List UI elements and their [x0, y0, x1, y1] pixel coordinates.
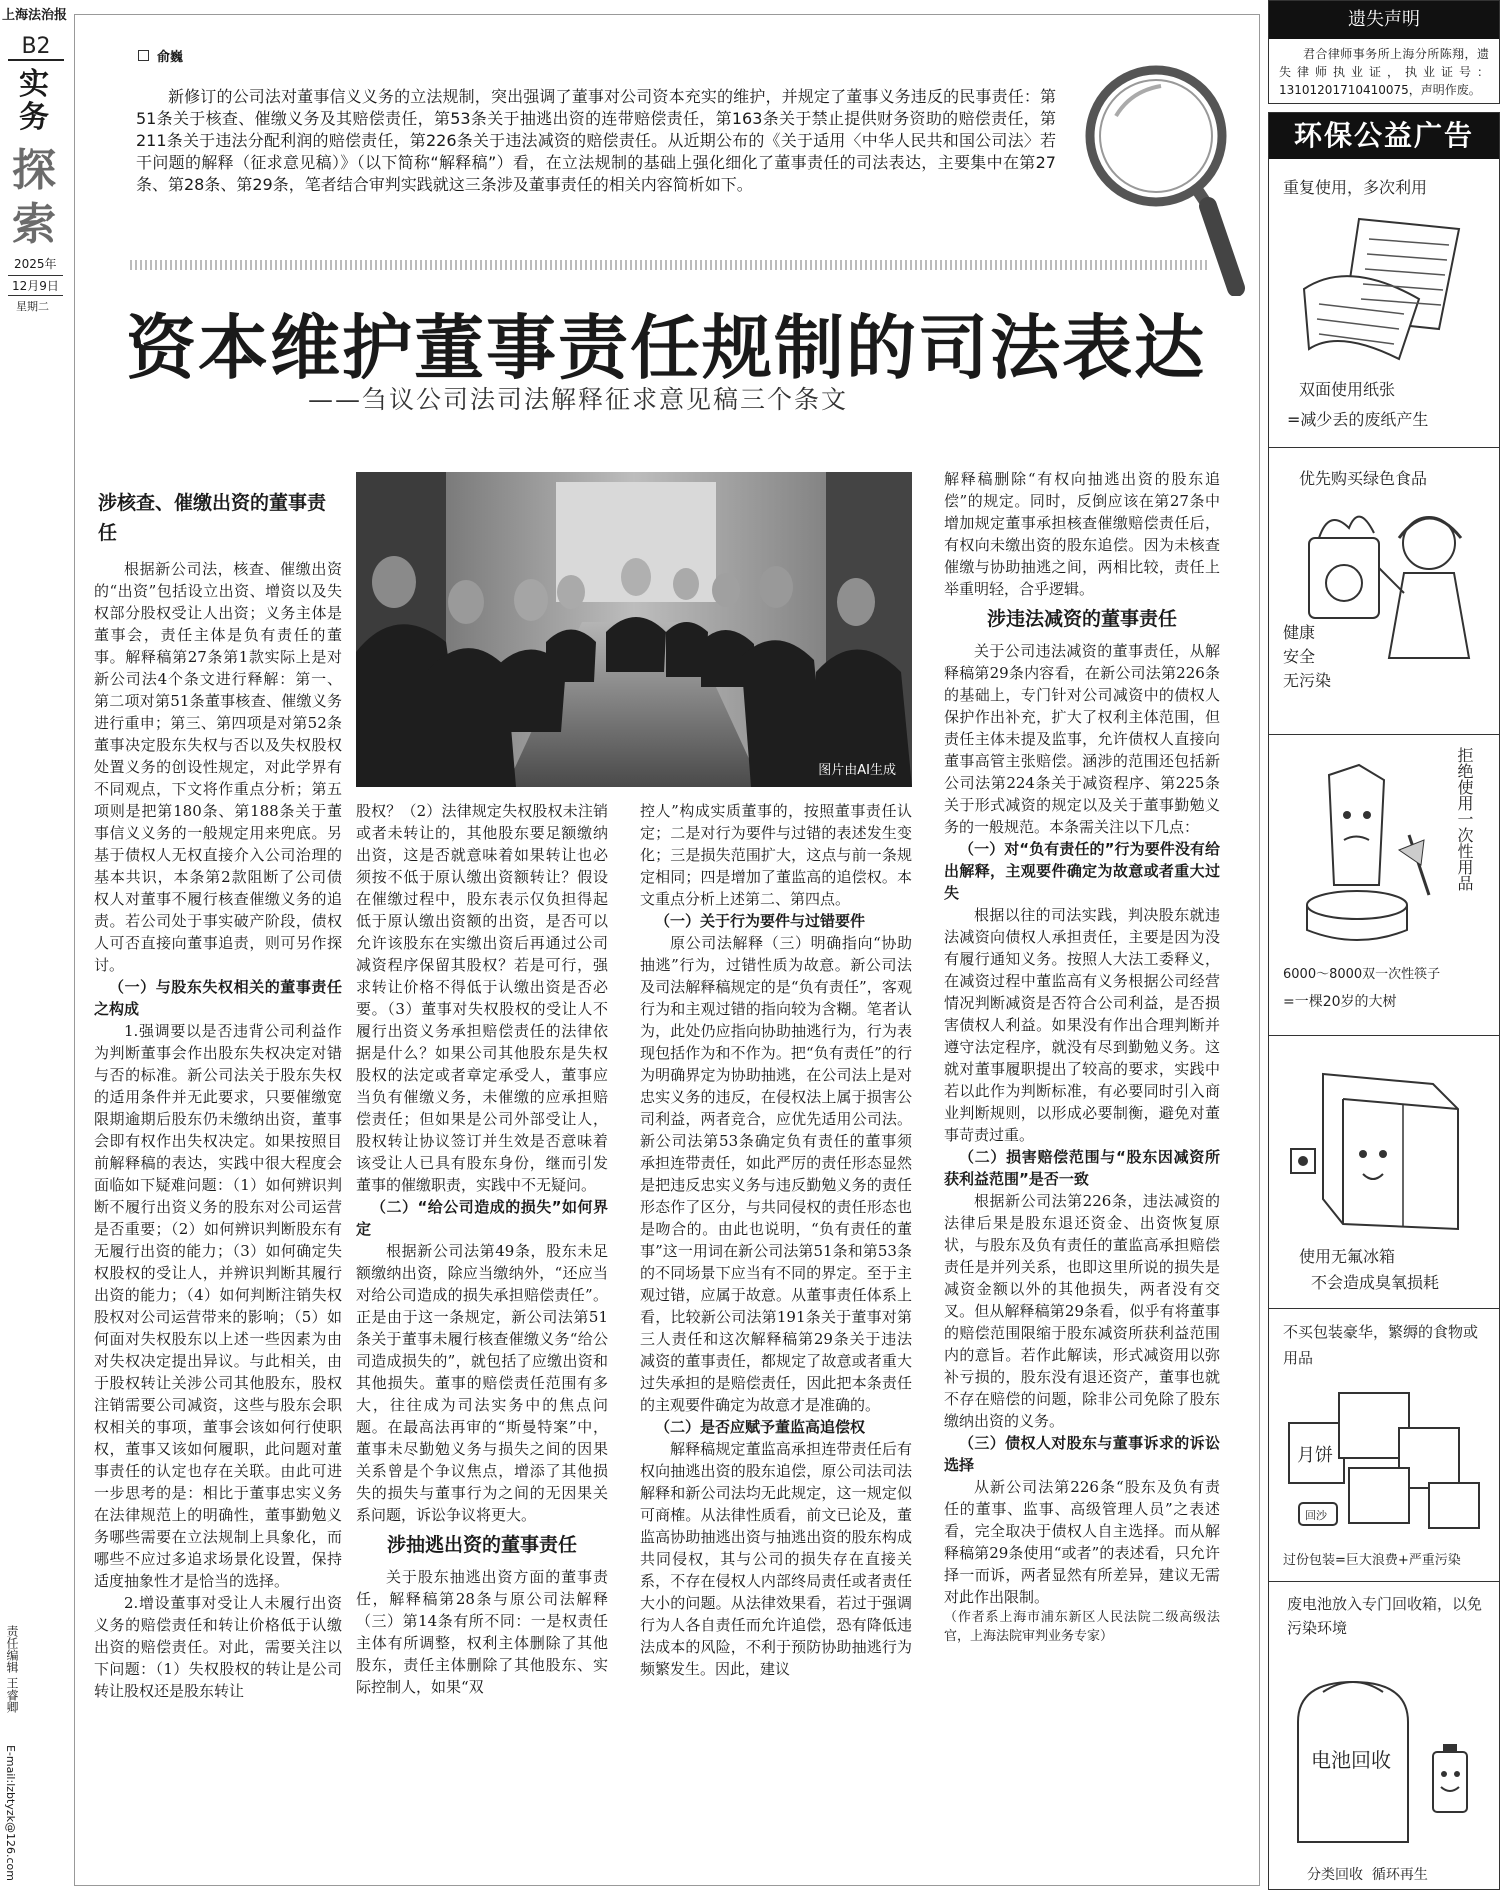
headline: 资本维护董事责任规制的司法表达 [126, 306, 1206, 389]
ad-text: 废电池放入专门回收箱，以免污染环境 [1287, 1595, 1483, 1637]
sub-heading: （一）与股东失权相关的董事责任之构成 [94, 978, 342, 1018]
masthead-paper-name: 上海法治报 [2, 8, 68, 23]
date-weekday: 星期二 [16, 300, 49, 313]
ad-text: 过份包装=巨大浪费+严重污染 [1283, 1553, 1461, 1568]
ad-text: 6000～8000双一次性筷子 [1283, 967, 1441, 982]
box-label: 回沙 [1305, 1509, 1327, 1522]
paragraph: 关于股东抽逃出资方面的董事责任，解释稿第28条与原公司法解释（三）第14条有所不同：一是权责任主体有所调整，权利主体删除了其他股东，责任主体删除了其他股东、实际控制人，如果“双 [356, 1568, 608, 1696]
bin-label: 电池回收 [1311, 1748, 1391, 1772]
column-2 [356, 800, 608, 1698]
tree-stump-icon [1289, 755, 1439, 955]
paragraph: 2.增设董事对受让人未履行出资义务的赔偿责任和转让价格低于认缴出资的赔偿责任。对此，需要关注以下问题：（1）失权股权的转让是公司转让股权还是股东转让 [94, 1594, 342, 1700]
shopper-girl-icon [1289, 498, 1489, 668]
ad-text: 双面使用纸张 [1299, 380, 1396, 399]
paragraph: 根据新公司法第49条，股东未足额缴纳出资，除应当缴纳外，“还应当对给公司造成的损失承担赔偿责任”。正是由于这一条规定，新公司法第51条关于董事未履行核查催缴义务“给公司造成损失的”，就包括了应缴出资和其他损失。董事的赔偿责任范围有多大，往往成为司法实务中的焦点问题。在最高法再审的“斯曼特案”中，董事未尽勤勉义务与损失之间的因果关系曾是个争议焦点，增添了其他损失的损失与董事行为之间的无因果关系问题，诉讼争议将更大。 [356, 1242, 608, 1524]
paragraph: 根据新公司法，核查、催缴出资的“出资”包括设立出资、增资以及失权部分股权受让人出资；义务主体是董事会，责任主体是负有责任的董事。解释稿第27条第1款实际上是对新公司法4个条文进行释解：第一、第二项对第51条董事核查、催缴义务进行重申；第三、第四项是对第52条董事决定股东失权与否以及失权股权处置义务的创设性规定，对此学界有不同观点，下文将作重点分析；第五项则是把第180条、第188条关于董事信义义务的一般规定用来兜底。另基于债权人无权直接介入公司治理的基本共识，本条第2款阻断了公司债权人对董事不履行核查催缴义务的追责。若公司处于事实破产阶段，债权人可否直接向董事追责，则可另作探讨。 [94, 560, 342, 974]
paragraph: 根据新公司法第226条，违法减资的法律后果是股东退还资金、出资恢复原状，与股东及负有责任的董监高承担赔偿责任是并列关系，也即这里所说的损失是减资金额以外的其他损失，两者没有交叉。但从解释稿第29条看，似乎有将董事的赔偿范围限缩于股东减资所获利益范围内的意旨。若作此解读，形式减资用以弥补亏损的，股东没有退还资产，董事也就不存在赔偿的问题，除非公司免除了股东缴纳出资的义务。 [944, 1192, 1220, 1430]
subheadline: ——刍议公司法司法解释征求意见稿三个条文 [308, 385, 849, 414]
byline [138, 46, 183, 65]
editor-email: E-mail:lzbtyzk@126.com [4, 1745, 17, 1881]
sub-heading: （二）损害赔偿范围与“股东因减资所获利益范围”是否一致 [944, 1148, 1220, 1188]
ad-panel-fridge [1269, 1035, 1499, 1308]
ad-panel-packaging [1269, 1308, 1499, 1581]
sub-heading: （二）“给公司造成的损失”如何界定 [356, 1198, 608, 1238]
box-label: 月饼 [1297, 1445, 1333, 1466]
section-heading-verify: 涉核查、催缴出资的董事责任 [98, 492, 327, 544]
ad-text: 健康 [1283, 623, 1316, 642]
ad-text: 不会造成臭氧损耗 [1311, 1273, 1440, 1292]
eco-ad [1268, 112, 1500, 1890]
ad-text: 分类回收 循环再生 [1307, 1867, 1428, 1883]
ad-text: 使用无氟冰箱 [1299, 1247, 1396, 1266]
sub-heading: （二）是否应赋予董监高追偿权 [655, 1418, 866, 1436]
sub-heading: （一）对“负有责任的”行为要件没有给出解释，主观要件确定为故意或者重大过失 [944, 840, 1220, 902]
paragraph: 关于公司违法减资的董事责任，从解释稿第29条内容看，在新公司法第226条的基础上，专门针对公司减资中的债权人保护作出补充，扩大了权利主体范围，但责任主体未提及监事，允许债权人直接向董事高管主张赔偿。涵涉的范围还包括新公司法第224条关于减资程序、第225条关于形式减资的规定以及关于董事勤勉义务的一般规范。本条需关注以下几点： [944, 642, 1220, 836]
paragraph: 从新公司法第226条“股东及负有责任的董事、监事、高级管理人员”之表述看，完全取决于债权人自主选择。而从解释稿第29条使用“或者”的表述看，只允许择一而诉，两者显然有所差异，建议无需对此作出限制。 [944, 1478, 1220, 1606]
fridge-icon [1283, 1054, 1483, 1244]
ad-text: 优先购买绿色食品 [1299, 469, 1428, 488]
paragraph: 原公司法解释（三）明确指向“协助抽逃”行为，过错性质为故意。新公司法及司法解释稿规定的是“负有责任”，客观行为和主观过错的指向较为含糊。笔者认为，此处仍应指向协助抽逃行为，行为表现包括作为和不作为。把“负有责任”的行为明确界定为协助抽逃，在公司法上是对忠实义务的违反，在侵权法上属于损害公司利益，两者竞合，应优先适用公司法。新公司法第53条确定负有责任的董事须承担连带责任，如此严厉的责任形态显然是把违反忠实义务与违反勤勉义务的责任形态作了区分，与共同侵权的责任形态也是吻合的。由此也说明，“负有责任的董事”这一用词在新公司法第51条和第53条的不同场景下应当有不同的界定。至于主观过错，应属于故意。从董事责任体系上看，比较新公司法第191条关于董事对第三人责任和这次解释稿第29条关于违法减资的董事责任，都规定了故意或者重大过失承担的是赔偿责任，因此把本条责任的主观要件确定为故意才是准确的。 [640, 934, 912, 1414]
section-label-main: 探索 [12, 145, 56, 250]
gift-boxes-icon [1279, 1373, 1489, 1543]
ad-panel-battery [1269, 1581, 1499, 1904]
section-label-top: 实务 [19, 67, 49, 135]
sub-heading: （三）债权人对股东与董事诉求的诉讼选择 [944, 1434, 1220, 1474]
paragraph: 控人”构成实质董事的，按照董事责任认定；二是对行为要件与过错的表述发生变化；三是损失范围扩大，这点与前一条规定相同；四是增加了董监高的追偿权。本文重点分析上述第二、第四点。 [640, 802, 912, 908]
section-heading-capital-reduction: 涉违法减资的董事责任 [986, 608, 1177, 630]
eco-ad-title: 环保公益广告 [1269, 113, 1499, 159]
section-heading-withdrawal: 涉抽逃出资的董事责任 [386, 1534, 577, 1556]
date-year: 2025年 [14, 257, 57, 271]
ad-text: 不买包装豪华，繁缛的食物或用品 [1283, 1323, 1479, 1367]
ad-text: =一棵20岁的大树 [1283, 994, 1397, 1010]
paragraph: 解释稿规定董监高承担连带责任后有权向抽逃出资的股东追偿，原公司法司法解释和新公司法均无此规定，这一规定似可商榷。从法律性质看，前文已论及，董监高协助抽逃出资与抽逃出资的股东构成共同侵权，其与公司的损失存在直接关系，不存在侵权人内部终局责任或者责任大小的问题。从法律效果看，若过于强调行为人各自责任而允许追偿，恐有降低违法成本的风险，不利于预防协助抽逃行为频繁发生。因此，建议 [640, 1440, 912, 1678]
battery-bin-icon [1283, 1652, 1483, 1852]
article-lede: 新修订的公司法对董事信义义务的立法规制，突出强调了董事对公司资本充实的维护，并规定了董事义务违反的民事责任：第51条关于核查、催缴义务及其赔偿责任，第53条关于抽逃出资的连带赔偿责任，第163条关于禁止提供财务资助的赔偿责任，第211条关于违法分配利润的赔偿责任，第226条关于违法减资的赔偿责任。从近期公布的《关于适用〈中华人民共和国公司法〉若干问题的解释（征求意见稿）》（以下简称“解释稿”）看，在立法规制的基础上强化细化了董事责任的司法表达，主要集中在第27条、第28条、第29条，笔者结合审判实践就这三条涉及董事责任的相关内容简析如下。 [136, 87, 1056, 194]
date-day: 12月9日 [8, 275, 63, 296]
lost-notice-body: 君合律师事务所上海分所陈翔，遗失律师执业证，执业证号：13101201710410075，声明作废。 [1279, 47, 1489, 97]
paragraph: 根据以往的司法实践，判决股东就违法减资向债权人承担责任，主要是因为没有履行通知义务。按照人大法工委释义，在减资过程中董监高有义务根据公司经营情况判断减资是否符合公司利益，是否损害债权人利益。如果没有作出合理判断并遵守法定程序，就没有尽到勤勉义务。这就对董事履职提出了较高的要求，实践中若以此作为判断标准，有必要同时引入商业判断规则，以形成必要制衡，避免对董事苛责过重。 [944, 906, 1220, 1144]
square-icon [138, 50, 149, 61]
right-sidebar [1268, 0, 1500, 1895]
sub-heading: （一）关于行为要件与过错要件 [655, 912, 866, 930]
page-number: B2 [8, 34, 64, 61]
lost-notice-title: 遗失声明 [1269, 1, 1499, 39]
ad-text: 安全 [1283, 647, 1316, 666]
photo-caption: 图片由AI生成 [818, 763, 896, 778]
ad-text: 无污染 [1283, 671, 1332, 690]
column-4 [944, 468, 1220, 1646]
ad-text: =减少丢的废纸产生 [1287, 410, 1429, 429]
paper-sheets-icon [1289, 209, 1479, 369]
editor-credit: 责任编辑 王睿卿 [5, 1625, 19, 1713]
ad-text: 重复使用，多次利用 [1283, 178, 1428, 197]
ad-text: 拒绝使用一次性用品 [1455, 747, 1474, 891]
author-name: 俞巍 [157, 50, 184, 65]
left-strip [0, 0, 72, 1895]
paragraph: 股权？（2）法律规定失权股权未注销或者未转让的，其他股东要足额缴纳出资，这是否就意味着如果转让也必须按不低于原认缴出资额转让？假设在催缴过程中，股东表示仅负担得起低于原认缴出资额的出资，是否可以允许该股东在实缴出资后再通过公司减资程序保留其股权？若是可行，强求转让价格不得低于认缴出资是否必要。（3）董事对失权股权的受让人不履行出资义务承担赔偿责任的法律依据是什么？如果公司其他股东是失权股权的法定或者章定承受人，董事应当负有催缴义务，未催缴的应承担赔偿责任；但如果是公司外部受让人，股权转让协议签订并生效是否意味着该受让人已具有股东身份，继而引发董事的催缴职责，实践中不无疑问。 [356, 802, 608, 1194]
paragraph: 1.强调要以是否违背公司利益作为判断董事会作出股东失权决定对错与否的标准。新公司法关于股东失权的适用条件并无此要求，只要催缴宽限期逾期后股东仍未缴纳出资，董事会即有权作出失权决定。如果按照目前解释稿的表达，实践中很大程度会面临如下疑难问题：（1）如何辨识判断不履行出资义务的股东对公司运营是否重要；（2）如何辨识判断股东有无履行出资的能力；（3）如何确定失权股权的受让人，并辨识判断其履行出资的能力；（4）如何判断注销失权股权对公司运营带来的影响；（5）如何面对失权股东以上述一些因素为由对失权决定提出异议。与此相关，由于股权转让关涉公司其他股东，股权注销需要公司减资，这些与股东会职权相关的事项，董事会该如何行使职权，董事又该如何履职，此问题对董事责任的认定也存在关联。由此可进一步思考的是：相比于董事忠实义务在法律规范上的明确性，董事勤勉义务哪些需要在立法规制上具象化，而哪些不应过多追求场景化设置，保持适度抽象性才是恰当的选择。 [94, 1022, 342, 1590]
lost-notice-box [1268, 0, 1500, 104]
meeting-photo [356, 472, 912, 787]
dotted-divider [130, 260, 1210, 270]
author-note: （作者系上海市浦东新区人民法院二级高级法官，上海法院审判业务专家） [944, 1610, 1220, 1644]
paragraph: 解释稿删除“有权向抽逃出资的股东追偿”的规定。同时，反倒应该在第27条中增加规定董事承担核查催缴赔偿责任后，有权向未缴出资的股东追偿。因为未核查催缴与协助抽逃之间，两相比较，责任上举重明轻，合乎逻辑。 [944, 470, 1220, 598]
column-3 [640, 800, 912, 1680]
column-1 [94, 480, 342, 1702]
ad-panel-green-food [1269, 447, 1499, 734]
ad-panel-disposable [1269, 734, 1499, 1035]
ad-panel-paper [1269, 159, 1499, 447]
